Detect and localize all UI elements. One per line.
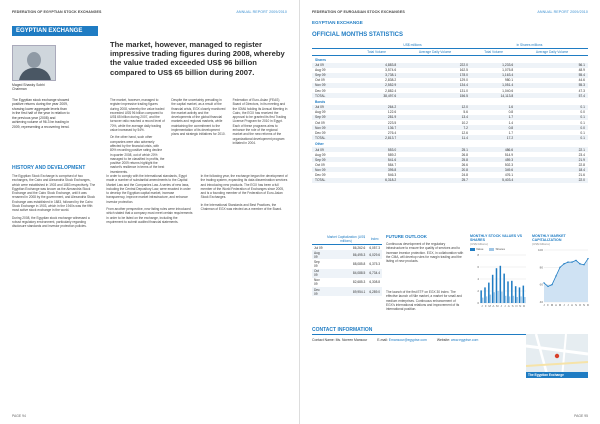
chart-subtitle: (US$ billions) (532, 242, 550, 247)
x-tick-label: N (582, 303, 586, 308)
table-cell: 24.8 (461, 172, 468, 177)
y-tick-label: 2 (477, 289, 479, 294)
contact-person-label: Contact Name: (312, 338, 335, 342)
row-label: Aug 09 (315, 152, 326, 157)
x-tick-label: A (507, 304, 510, 309)
table-cell: 1.4 (508, 120, 514, 125)
table-cell: 44.6 (578, 78, 585, 83)
table-cell: 546.3 (387, 172, 397, 177)
report-title: ANNUAL REPORT 2009/2010 (236, 10, 287, 14)
x-tick-label: M (488, 304, 491, 309)
data-point (583, 264, 584, 265)
table-cell: 88,085.8 (352, 261, 366, 266)
table-cell: 6,318.2 (354, 178, 399, 183)
row-label: Oct 09 (315, 78, 325, 83)
chart-subtitle: (US$ billions) (470, 242, 488, 247)
table-header-cell: Market Capitalization (US$ millions) (325, 234, 368, 245)
row-label: Sep 09 (312, 73, 354, 78)
table-cell: 1,233.6 (471, 63, 516, 68)
x-tick-label: J (481, 304, 483, 309)
row-label: Dec 09 (315, 130, 326, 135)
group-label: Shares (315, 58, 326, 62)
table-cell: 17.2 (471, 135, 516, 140)
table-cell: 12.6 (461, 130, 468, 135)
table-cell: 13.4 (399, 115, 471, 120)
table-cell: 2,882.4 (385, 88, 397, 93)
data-point (555, 276, 556, 277)
market-cap-table-box (312, 234, 382, 296)
table-cell: 82,685.3 (352, 280, 366, 285)
x-tick-label: S (511, 304, 514, 309)
table-cell: 86,495.3 (325, 250, 368, 259)
table-cell: 264.2 (354, 105, 399, 110)
table-cell: 47.3 (578, 88, 585, 93)
row-label: Nov 09 (312, 83, 354, 88)
table-cell: 178.0 (399, 73, 471, 78)
x-tick-label: M (496, 304, 499, 309)
x-tick-label: A (554, 303, 558, 308)
paragraph: In the International Standards and Best Practices, the Chairman of EGX was elected as a member of the Board. (200, 202, 282, 212)
table-header-cell: Index (367, 234, 382, 245)
data-point (559, 267, 560, 268)
table-cell: 0.0 (516, 125, 588, 130)
x-tick-label: M (558, 303, 562, 308)
future-outlook-text-2: The launch of the first ETF on EGX 30 index. The effective launch of Nile market, a market for small and medium enterprises. Continuous enhancement of EGX's international relations and improvement of its international position. (386, 290, 462, 312)
bar (492, 275, 494, 303)
table-cell: 6,029.6 (367, 250, 382, 259)
bar (493, 293, 495, 304)
paragraph: On the other hand, such other companies were also adversely affected by the financial crisis, with 80% recording positive rating decline in quarter 2008, out of which 20% managed to be classified in profits, the positive 2009 returns highlight the market's resilience in terms of the best investments. (110, 135, 165, 174)
row-label: Aug 09 (312, 250, 325, 259)
x-tick-label: N (519, 304, 522, 309)
table-cell: 18.4 (516, 167, 588, 172)
bar (503, 274, 505, 303)
y-tick-label: 100 (537, 248, 543, 253)
paragraph: During 2008, the Egyptian stock exchange witnessed a robust regulatory environment, particularly regarding disclosure standards and investor protection policies. (12, 215, 90, 229)
history-columns (12, 174, 288, 232)
paragraph: From another perspective, new listing rules were introduced which stated that a company must meet certain requirements in order to be listed on the exchange, including the requirement to submit audited financial statements. (106, 207, 193, 224)
row-label: Oct 09 (312, 269, 325, 278)
table-cell: 589.2 (387, 152, 397, 157)
data-point (547, 286, 548, 287)
monthly-stats-table (312, 42, 588, 183)
table-cell: 1,040.6 (502, 88, 514, 93)
location-pin-icon (555, 354, 559, 358)
text-column (201, 174, 288, 232)
table-cell: 162.5 (459, 68, 468, 73)
chairman-profile (12, 45, 70, 129)
table-cell: 14,113.8 (471, 93, 516, 98)
legend-label: Value (476, 247, 484, 252)
contact-email[interactable] (377, 338, 427, 342)
table-header-cell (312, 49, 354, 56)
table-cell: 502.3 (504, 162, 514, 167)
row-label: Jul 09 (312, 63, 354, 68)
y-tick-label: 60 (539, 283, 543, 288)
email-label: E-mail: (377, 338, 388, 342)
table-cell: 4,883.8 (354, 63, 399, 68)
table-cell: 22.1 (516, 147, 588, 152)
table-header-cell: US$ millions (354, 42, 471, 49)
text-column (110, 98, 165, 177)
data-point (543, 283, 544, 284)
website-link[interactable]: www.egyptse.com (450, 338, 479, 342)
table-cell: 21.6 (578, 172, 585, 177)
market-cap-table (312, 234, 382, 296)
bar (519, 288, 521, 304)
table-cell: 2,838.2 (385, 78, 397, 83)
future-outlook-heading: FUTURE OUTLOOK (386, 234, 427, 239)
row-label: Sep 09 (314, 259, 320, 268)
row-label: Aug 09 (315, 68, 326, 73)
table-row (312, 278, 382, 287)
x-tick-label: M (550, 303, 554, 308)
table-cell: 22.0 (516, 178, 588, 183)
table-row (312, 269, 382, 278)
bar (497, 291, 499, 303)
x-tick-label: F (547, 303, 549, 308)
table-cell: 89,954.1 (325, 287, 368, 296)
data-point (551, 284, 552, 285)
table-cell: 48.9 (578, 68, 585, 73)
text-column (12, 174, 99, 232)
publisher-name: FEDERATION OF EGYPTIAN STOCK EXCHANGES (12, 10, 102, 14)
row-label: Nov 09 (314, 278, 320, 287)
table-header-cell: in Shares millions (471, 42, 588, 49)
table-cell: 281.9 (354, 115, 399, 120)
paragraph: In the following year, the exchange began the development of the trading system, expanding its data dissemination services and introducing new products. The EGX has been a full member of the World Federation of Exchanges since 2005, and is a founding member of the Federation of Euro-Asian Stock Exchanges. (200, 174, 288, 200)
row-label: Dec 09 (312, 287, 325, 296)
page-number: PAGE 95 (574, 414, 588, 418)
table-cell: 6,057.3 (369, 245, 380, 250)
table-cell: 1.6 (471, 105, 516, 110)
right-page (300, 0, 600, 424)
bar (482, 298, 484, 303)
x-tick-label: J (563, 303, 565, 308)
table-cell: 276.4 (387, 130, 397, 135)
table-cell: 6,308.8 (369, 280, 380, 285)
table-cell: 1,075.8 (502, 68, 514, 73)
stats-group-row (312, 56, 588, 63)
bar (484, 288, 486, 304)
table-cell: 2,813.7 (354, 135, 399, 140)
table-cell: 55.3 (516, 83, 588, 88)
table-cell: 86,262.6 (352, 245, 366, 250)
table-cell: 1.7 (471, 115, 516, 120)
photo-caption (12, 83, 70, 92)
table-cell: 55.4 (516, 73, 588, 78)
table-cell: 6,289.0 (367, 287, 382, 296)
pull-quote: The market, however, managed to register impressive trading figures during 2008, whereby the value traded exceeded US$ 96 billion compared to US$ 65 billion during 2007. (110, 40, 285, 77)
table-cell: 131.0 (459, 88, 468, 93)
table-cell: 2,552.9 (354, 83, 399, 88)
bar (507, 282, 509, 304)
row-label: Nov 09 (312, 167, 354, 172)
series-area (544, 259, 588, 302)
table-cell: 25.7 (399, 178, 471, 183)
table-header-cell: Average Daily Volume (516, 49, 588, 56)
table-cell: 0.8 (508, 110, 514, 115)
row-label: Jul 09 (314, 245, 323, 250)
table-cell: 349.6 (471, 167, 516, 172)
table-cell: 26.6 (461, 162, 468, 167)
intro-columns (110, 98, 288, 177)
row-label: Nov 09 (312, 125, 354, 130)
table-cell: 7.2 (399, 125, 471, 130)
x-tick-label: A (492, 304, 495, 309)
table-row (312, 178, 588, 183)
website-label: Website: (436, 338, 451, 342)
x-tick-label: S (574, 303, 578, 308)
table-cell: 541.6 (354, 157, 399, 162)
table-cell: 0.1 (580, 120, 585, 125)
table-cell: 25.1 (399, 147, 471, 152)
bar (513, 296, 515, 303)
paragraph: In order to comply with the international standards, Egypt made a number of substantial amendments to the Capital Market Law and the Companies Law. A series of new laws, including the Central Depository Law, were enacted in order to develop the Egyptian capital market, increase transparency, improve market infrastructure, and enhance investor protection. (106, 174, 191, 204)
market-cap-body (312, 245, 382, 297)
table-cell: 476.1 (504, 172, 514, 177)
data-point (587, 258, 588, 259)
stats-column-head-row (312, 49, 588, 56)
x-tick-label: J (500, 304, 502, 309)
row-label: Oct 09 (315, 162, 325, 167)
email-link[interactable]: Emansour@egyptse.com (388, 338, 427, 342)
bar (523, 286, 525, 303)
x-tick-label: J (543, 303, 545, 308)
chart-title: MONTHLY STOCK VALUES VS SHARES (470, 234, 522, 243)
line-chart-svg (532, 246, 590, 312)
table-header-cell: Average Daily Volume (399, 49, 471, 56)
caption-role: Chairman (12, 87, 27, 92)
row-label: TOTAL (312, 178, 354, 183)
bar (496, 269, 498, 304)
table-cell: 395.8 (354, 167, 399, 172)
table-cell: 1,163.4 (471, 73, 516, 78)
table-cell: 38,497.6 (354, 93, 399, 98)
table-row (312, 250, 382, 259)
table-cell: 26.8 (461, 152, 468, 157)
chairman-photo (12, 45, 56, 81)
table-cell: 0.1 (516, 135, 588, 140)
table-cell: 980.1 (504, 78, 514, 83)
row-label: Sep 09 (312, 115, 354, 120)
y-tick-label: 8 (477, 253, 479, 258)
paragraph: The Egyptian Stock Exchange is comprised of two exchanges, the Cairo and Alexandria Stock Exchanges, which were established in 1903 and 1883 respectively. The Egyptian Exchange was known as the Alexandria Stock Exchange and the Cairo Stock Exchange, until it was renamed in 2008 by the government, and Alexandria Stock Exchange was established in 1883, followed by the Cairo Stock Exchange in 1903, which in the 1940s was the fifth most active stock exchange in the world. (12, 174, 96, 213)
location-map (526, 334, 588, 378)
bar (516, 297, 518, 303)
x-tick-label: O (578, 303, 582, 308)
table-cell: 584.7 (387, 162, 397, 167)
table-cell: 10.2 (461, 120, 468, 125)
row-label: Jul 09 (312, 147, 354, 152)
table-cell: 6,375.3 (369, 261, 380, 266)
paragraph: Federation of Euro-Asian (FEAS) Board of Directors, in its meeting and the IOMA holding its Annual Meeting in Cairo, the EGX has received the approval to be granted its first Trading License Program for 2010 in Egypt. Each of these programs aims to enhance the role of the regional market and the new reforms of the organizational development program initiated in 2004. (232, 98, 288, 145)
bar (500, 266, 502, 303)
table-cell: 1.7 (508, 130, 514, 135)
publisher-name: FEDERATION OF EUROASIAN STOCK EXCHANGES (312, 10, 405, 14)
table-row (312, 259, 382, 268)
data-point (579, 264, 580, 265)
x-tick-label: D (522, 304, 526, 309)
table-cell: 129.0 (459, 78, 468, 83)
table-cell: 23.4 (578, 152, 585, 157)
table-cell: 56.1 (516, 63, 588, 68)
row-label: Sep 09 (312, 157, 354, 162)
table-header-cell (312, 234, 325, 245)
table-cell: 5,403.4 (471, 178, 516, 183)
y-tick-label: 6 (477, 265, 479, 270)
table-cell: 156.5 (399, 93, 471, 98)
y-tick-label: 40 (539, 300, 543, 305)
text-column (106, 174, 193, 232)
table-cell: 222.0 (399, 63, 471, 68)
caption-name: Maged Shawky Sobhi (12, 83, 45, 87)
table-cell: 6,734.4 (367, 269, 382, 278)
bar (515, 287, 517, 304)
text-column (171, 98, 226, 177)
table-cell: 0.1 (580, 130, 585, 135)
text-column (233, 98, 288, 177)
bar (488, 283, 490, 303)
table-cell: 0.0 (580, 110, 585, 115)
stats-heading: OFFICIAL MONTHS STATISTICS (312, 32, 403, 38)
paragraph: The market, however, managed to register impressive trading figures during 2008, whereby the value traded exceeded US$ 96 billion compared to US$ 65 billion during 2007, and the turnover ratio reached a record level of 70%, while the average daily trading value increased by 54%. (110, 98, 165, 133)
contact-website[interactable] (437, 338, 478, 342)
section-title: EGYPTIAN EXCHANGE (312, 20, 363, 25)
y-tick-label: 4 (477, 277, 479, 282)
bar (490, 295, 492, 303)
table-cell: 136.7 (354, 125, 399, 130)
table-cell: 57.4 (516, 93, 588, 98)
running-header (12, 10, 287, 14)
row-label: Dec 09 (315, 172, 326, 177)
bar (480, 291, 482, 304)
group-label: Bonds (315, 100, 326, 105)
bar (505, 296, 507, 303)
x-tick-label: J (567, 303, 569, 308)
stats-body (312, 56, 588, 183)
chart-title: MONTHLY MARKET CAPITALIZATION (532, 234, 566, 243)
table-cell: 553.0 (354, 147, 399, 152)
table-cell: 22.8 (578, 162, 585, 167)
x-tick-label: J (504, 304, 506, 309)
bar (509, 297, 511, 304)
table-cell: 12.0 (399, 105, 471, 110)
table-cell: 20.8 (399, 167, 471, 172)
report-title: ANNUAL REPORT 2009/2010 (537, 10, 588, 14)
table-cell: 514.9 (504, 152, 514, 157)
table-cell: 223.5 (387, 120, 397, 125)
section-bar: EGYPTIAN EXCHANGE (12, 26, 98, 36)
table-header-cell: Total Volume (471, 49, 516, 56)
table-cell: 3,574.6 (385, 68, 397, 73)
data-point (567, 262, 568, 263)
data-point (575, 260, 576, 261)
row-label: Oct 09 (315, 120, 325, 125)
bar-chart-svg (470, 251, 528, 313)
table-cell: 134.4 (399, 83, 471, 88)
stock-values-chart (470, 234, 528, 318)
y-tick-label: 0 (477, 301, 479, 306)
table-cell: 0.1 (516, 115, 588, 120)
legend-label: Shares (495, 247, 505, 252)
x-tick-label: F (484, 304, 487, 309)
table-cell: 122.6 (387, 110, 397, 115)
group-label: Other (315, 142, 324, 147)
bar (501, 292, 503, 303)
table-cell: 84,088.5 (325, 269, 368, 278)
table-cell: 0.1 (516, 105, 588, 110)
paragraph: Despite the uncertainty prevailing in the capital market, as a result of the financial crisis, EGX closely monitored the market activity and the developments of the global financial markets and regional markets, while maintaining the commitment to the implementation of its development plans and strategic initiatives for 2010. (171, 98, 226, 137)
row-label: TOTAL (312, 135, 354, 140)
table-row (312, 287, 382, 296)
table-cell: 1,051.4 (471, 83, 516, 88)
data-point (571, 262, 572, 263)
contact-heading: CONTACT INFORMATION (312, 327, 588, 335)
table-cell: 25.8 (399, 157, 471, 162)
table-cell: 459.3 (471, 157, 516, 162)
table-cell: 0.8 (471, 125, 516, 130)
future-outlook-text: Continuous development of the regulatory infrastructure to ensure the quality of services and to increase investor protection. EGX, in collaboration with the CMA, will develop rules for margin trading and the listing of new products. (386, 242, 464, 264)
market-cap-chart (532, 234, 590, 317)
data-point (563, 264, 564, 265)
x-tick-label: A (570, 303, 574, 308)
bar (524, 297, 526, 303)
contact-person (312, 338, 367, 342)
table-cell: 486.6 (471, 147, 516, 152)
table-cell: 21.9 (516, 157, 588, 162)
y-tick-label: 80 (539, 265, 543, 270)
row-label: TOTAL (312, 93, 354, 98)
bar (511, 281, 513, 303)
row-label: Jul 09 (312, 105, 354, 110)
table-cell: 3,738.1 (354, 73, 399, 78)
history-heading: HISTORY AND DEVELOPMENT (12, 165, 86, 171)
x-tick-label: D (586, 303, 590, 308)
table-header-cell: Total Volume (354, 49, 399, 56)
bar (486, 297, 488, 304)
table-cell: 5.6 (463, 110, 468, 115)
table-cell: 11.4 (399, 135, 471, 140)
intro-text: The Egyptian stock exchange showed positive returns during the year 2009, showing lower aggregate levels than in the first half of the year in relation to the previous year (2008) and achieving volume of 96.3 bn trading in 2009, representing a recovering trend. (12, 97, 70, 129)
row-label: Dec 09 (315, 88, 326, 93)
map-label: The Egyptian Exchange (526, 372, 588, 378)
page-number: PAGE 94 (12, 414, 26, 418)
bar (520, 297, 522, 304)
x-tick-label: O (515, 304, 518, 309)
contact-person-value: Ms. Noreen Mansour (335, 338, 368, 342)
row-label: Aug 09 (315, 110, 326, 115)
running-header (312, 10, 588, 14)
